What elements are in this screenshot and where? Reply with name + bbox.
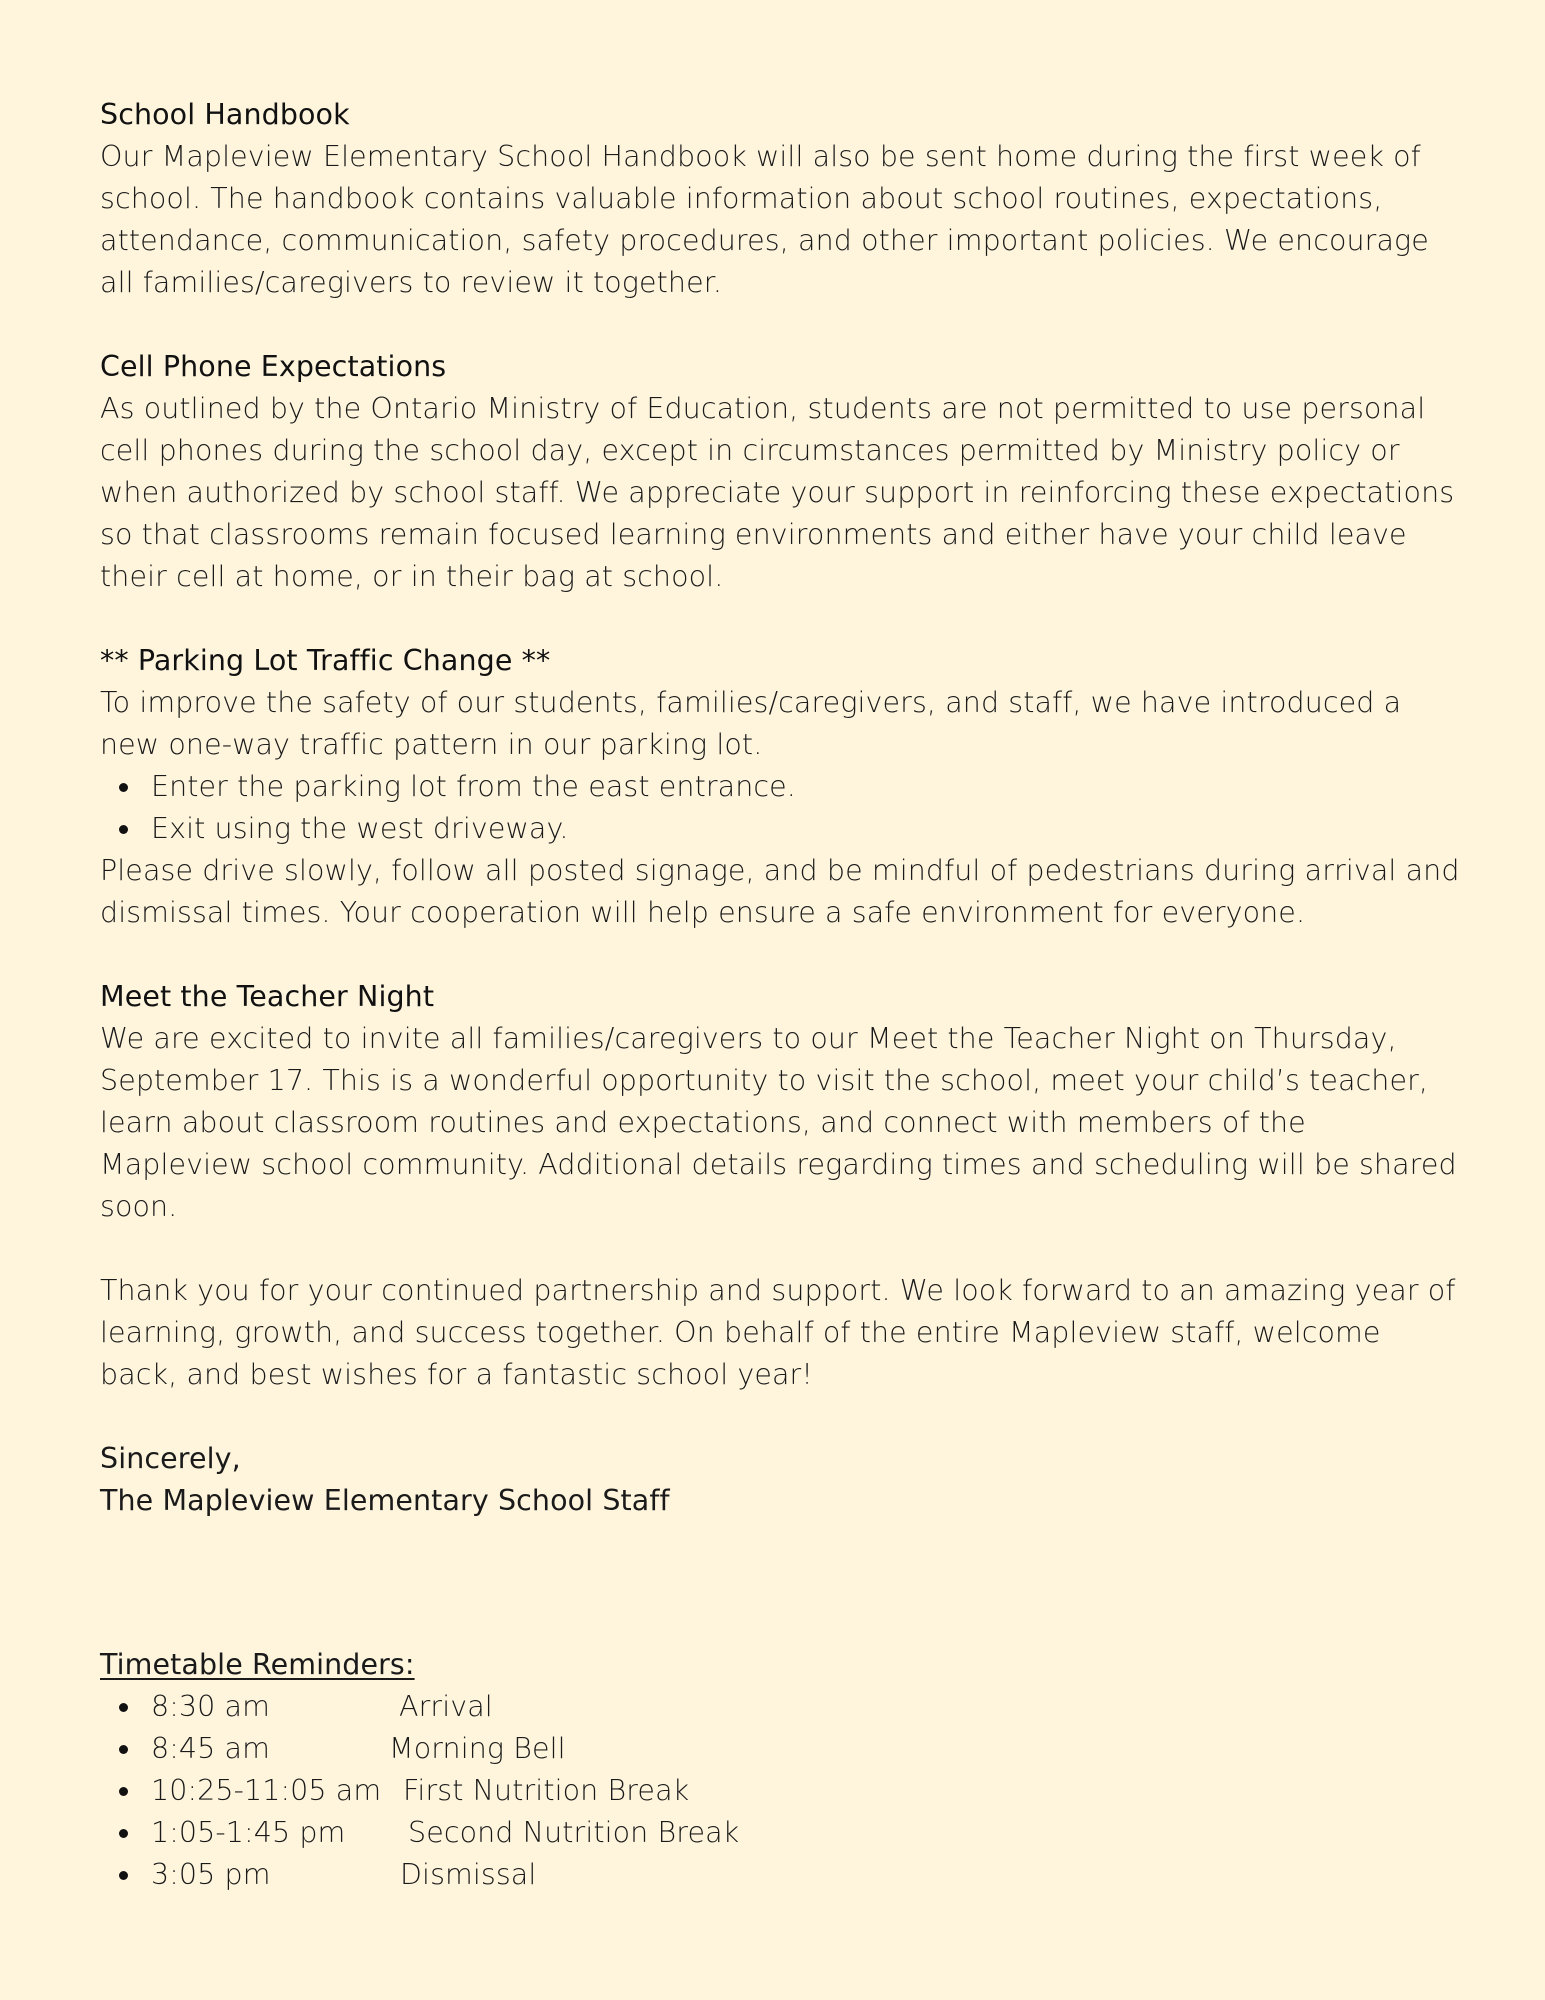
list-item [100,1812,1460,1854]
parking-bullet-list [100,766,1460,850]
list-item: Enter the parking lot from the east entrance. [100,766,1460,808]
section-heading: ** Parking Lot Traffic Change ** [100,644,551,677]
section-heading: Meet the Teacher Night [100,980,435,1013]
list-item [100,1770,1460,1812]
timetable-heading: Timetable Reminders: [100,1648,415,1681]
cell-phone-section [100,346,1460,598]
section-body: As outlined by the Ontario Ministry of Education, students are not permitted to use personal cell phones during the school day, except in circumstances permitted by Ministry policy or when authorized by school staff. We appreciate your support in reinforcing these expectations so that classrooms remain focused learning environments and either have your child leave their cell at home, or in their bag at school. [100,392,1455,593]
signoff-signature: The Mapleview Elementary School Staff [100,1484,670,1517]
timetable-list [100,1686,1460,1896]
spacer [100,1564,1460,1644]
newsletter-page [100,94,1460,1896]
section-body: Our Mapleview Elementary School Handbook will also be sent home during the first week of school. The handbook contains valuable information about school routines, expectations, attendance, communication, safety procedures, and other important policies. We encourage all families/caregivers to review it together. [100,140,1429,299]
timetable-event: Morning Bell [389,1732,566,1765]
section-intro: To improve the safety of our students, families/caregivers, and staff, we have introduced a new one-way traffic pattern in our parking lot. [100,686,1402,761]
closing-paragraph: Thank you for your continued partnership and support. We look forward to an amazing year of learning, growth, and success together. On behalf of the entire Mapleview staff, welcome back, and best wishes for a fantastic school year! [100,1274,1456,1391]
section-outro: Please drive slowly, follow all posted signage, and be mindful of pedestrians during arrival and dismissal times. Your cooperation will help ensure a safe environment for everyone. [100,854,1460,929]
section-body: We are excited to invite all families/caregivers to our Meet the Teacher Night on Thursday, September 17. This is a wonderful opportunity to visit the school, meet your child’s teacher, learn about classroom routines and expectations, and connect with members of the Mapleview school community. Additional details regarding times and scheduling will be shared soon. [100,1022,1457,1223]
list-item: Exit using the west driveway. [100,808,1460,850]
list-item [100,1728,1460,1770]
timetable-time: 1:05-1:45 pm [151,1816,346,1849]
timetable-time: 10:25-11:05 am [151,1774,382,1807]
timetable-event: Dismissal [400,1858,537,1891]
timetable-section [100,1644,1460,1896]
section-heading: School Handbook [100,98,350,131]
list-item [100,1686,1460,1728]
timetable-time: 8:45 am [151,1732,270,1765]
parking-section [100,640,1460,934]
school-handbook-section [100,94,1460,304]
signoff [100,1438,1460,1522]
timetable-event: First Nutrition Break [403,1774,690,1807]
section-heading: Cell Phone Expectations [100,350,447,383]
timetable-event: Second Nutrition Break [408,1816,740,1849]
timetable-event: Arrival [399,1690,493,1723]
signoff-salutation: Sincerely, [100,1442,241,1475]
meet-teacher-section [100,976,1460,1228]
closing-section [100,1270,1460,1396]
timetable-time: 3:05 pm [151,1858,271,1891]
list-item [100,1854,1460,1896]
timetable-time: 8:30 am [151,1690,270,1723]
